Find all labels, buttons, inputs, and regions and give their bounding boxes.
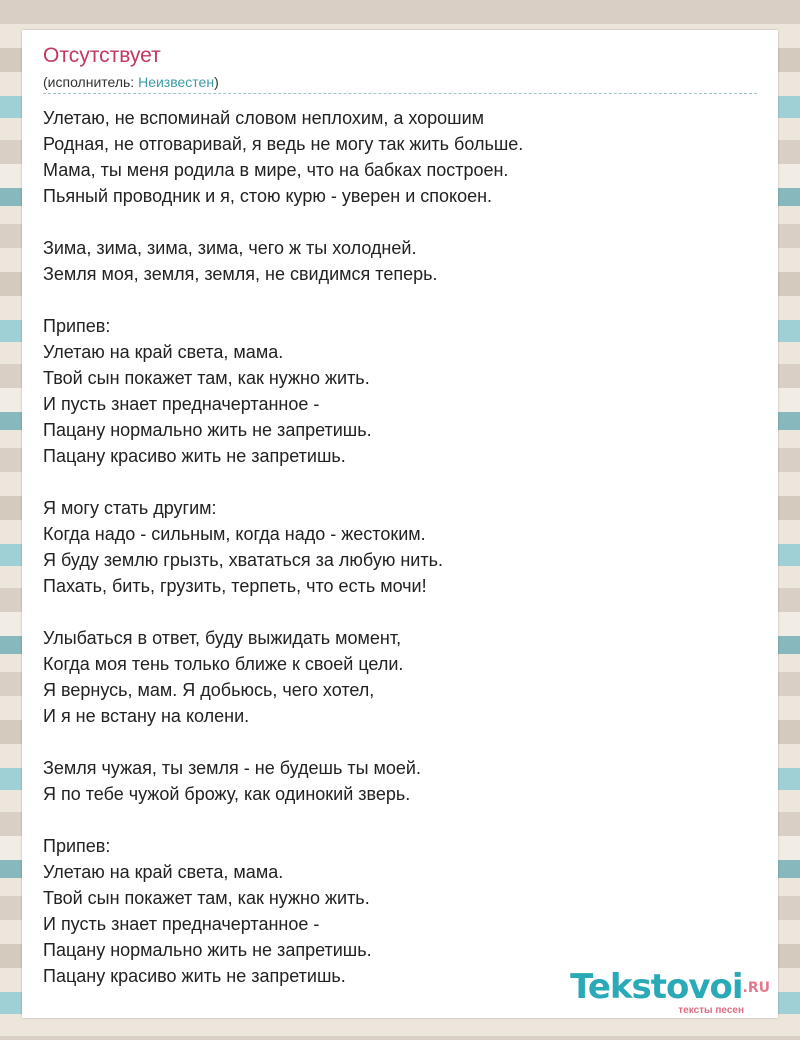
stanza-break: [43, 599, 763, 625]
lyric-line: Я вернусь, мам. Я добьюсь, чего хотел,: [43, 680, 375, 700]
lyric-line: Я по тебе чужой брожу, как одинокий зверь.: [43, 784, 411, 804]
logo-name: Tekstovoi: [570, 967, 743, 1007]
artist-link[interactable]: Неизвестен: [138, 74, 215, 90]
lyric-line: И пусть знает предначертанное -: [43, 914, 320, 934]
lyric-line: Улыбаться в ответ, буду выжидать момент,: [43, 628, 402, 648]
lyric-line: Улетаю на край света, мама.: [43, 342, 284, 362]
lyric-line: Пацану нормально жить не запретишь.: [43, 940, 372, 960]
lyric-line: Пьяный проводник и я, стою курю - уверен и спокоен.: [43, 186, 493, 206]
lyric-line: Припев:: [43, 836, 111, 856]
lyrics-body: [43, 105, 763, 989]
lyrics-card: [22, 30, 778, 1018]
lyric-line: Пацану нормально жить не запретишь.: [43, 420, 372, 440]
lyric-line: Улетаю, не вспоминай словом неплохим, а хорошим: [43, 108, 485, 128]
lyric-line: Когда надо - сильным, когда надо - жестоким.: [43, 524, 426, 544]
lyric-line: И я не встану на колени.: [43, 706, 250, 726]
stanza-break: [43, 729, 763, 755]
lyric-line: Твой сын покажет там, как нужно жить.: [43, 888, 370, 908]
stanza-break: [43, 469, 763, 495]
title-divider: [43, 93, 757, 94]
logo-tld: .RU: [742, 980, 770, 996]
lyric-line: Улетаю на край света, мама.: [43, 862, 284, 882]
logo-wordmark: [570, 969, 770, 1006]
lyric-line: Земля моя, земля, земля, не свидимся теперь.: [43, 264, 438, 284]
stanza-break: [43, 287, 763, 313]
artist-prefix: (исполнитель:: [43, 74, 139, 90]
lyric-line: Когда моя тень только ближе к своей цели.: [43, 654, 404, 674]
song-title: Отсутствует: [43, 44, 161, 67]
logo-tagline: тексты песен: [678, 1005, 744, 1016]
stanza-break: [43, 209, 763, 235]
lyric-line: И пусть знает предначертанное -: [43, 394, 320, 414]
lyric-line: Твой сын покажет там, как нужно жить.: [43, 368, 370, 388]
lyric-line: Земля чужая, ты земля - не будешь ты моей.: [43, 758, 421, 778]
lyric-line: Припев:: [43, 316, 111, 336]
artist-line: [43, 74, 219, 90]
lyric-line: Пацану красиво жить не запретишь.: [43, 966, 346, 986]
lyric-line: Родная, не отговаривай, я ведь не могу так жить больше.: [43, 134, 524, 154]
lyric-line: Мама, ты меня родила в мире, что на бабках построен.: [43, 160, 509, 180]
artist-suffix: ): [214, 74, 219, 90]
lyric-line: Пацану красиво жить не запретишь.: [43, 446, 346, 466]
lyric-line: Зима, зима, зима, зима, чего ж ты холодней.: [43, 238, 417, 258]
site-logo[interactable]: [570, 969, 770, 1016]
lyric-line: Пахать, бить, грузить, терпеть, что есть мочи!: [43, 576, 427, 596]
stanza-break: [43, 807, 763, 833]
lyric-line: Я могу стать другим:: [43, 498, 217, 518]
lyric-line: Я буду землю грызть, хвататься за любую нить.: [43, 550, 443, 570]
